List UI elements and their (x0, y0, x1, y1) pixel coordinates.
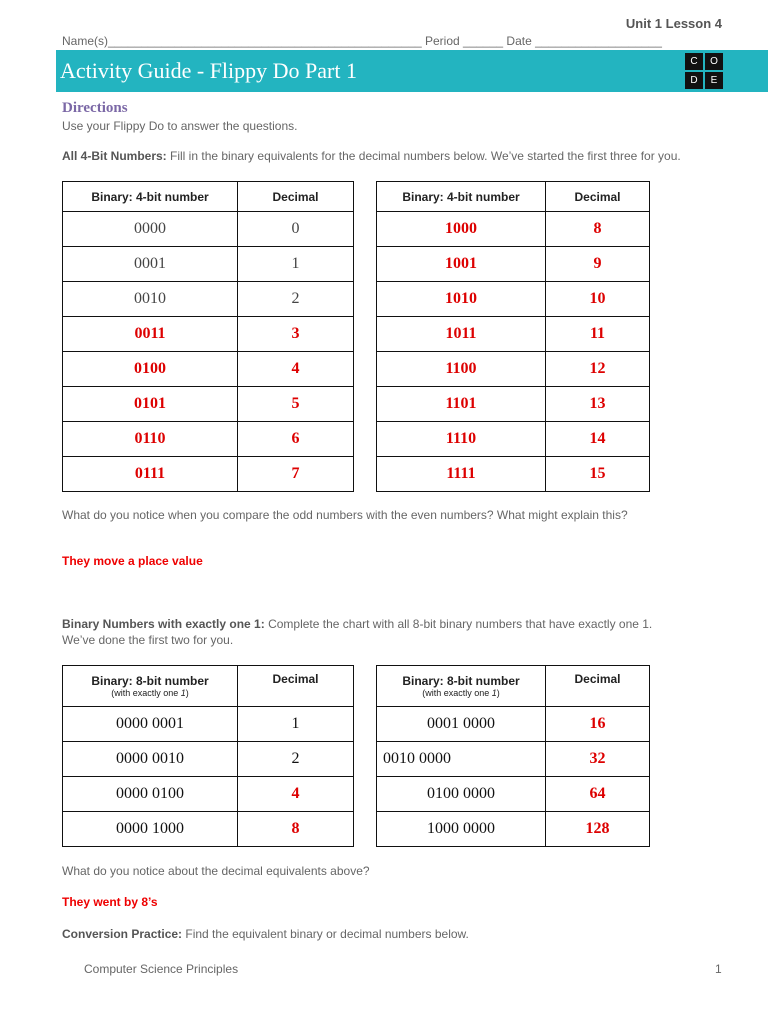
table-row (63, 282, 354, 317)
section2-answer: They went by 8’s (62, 895, 158, 909)
decimal-cell: 8 (546, 212, 650, 247)
binary-cell: 0010 0000 (377, 742, 546, 777)
table-8bit-left (62, 665, 354, 847)
col-header-binary-sub: (with exactly one 1) (422, 688, 500, 698)
table-8bit-right (376, 665, 650, 847)
table-row (63, 707, 354, 742)
table-row (63, 247, 354, 282)
binary-cell: 1100 (377, 352, 546, 387)
binary-cell: 0000 0100 (63, 777, 238, 812)
table-row (63, 387, 354, 422)
logo-letter: D (685, 72, 703, 89)
table-row (377, 457, 650, 492)
section2-instructions (62, 617, 652, 631)
col-header-binary-label: Binary: 8-bit number (402, 674, 520, 688)
binary-cell: 0010 (63, 282, 238, 317)
decimal-cell: 9 (546, 247, 650, 282)
col-header-decimal: Decimal (238, 182, 354, 212)
table-row (377, 212, 650, 247)
decimal-cell: 3 (238, 317, 354, 352)
table-row (63, 422, 354, 457)
table-row (377, 742, 650, 777)
binary-cell: 0110 (63, 422, 238, 457)
section2-label: Binary Numbers with exactly one 1: (62, 617, 265, 631)
binary-cell: 1111 (377, 457, 546, 492)
table-4bit-left (62, 181, 354, 492)
decimal-cell: 13 (546, 387, 650, 422)
col-header-decimal: Decimal (238, 666, 354, 707)
section1-text: Fill in the binary equivalents for the decimal numbers below. We’ve started the first three for you. (166, 149, 681, 163)
directions-heading: Directions (62, 100, 128, 116)
table-row (377, 352, 650, 387)
binary-cell: 1001 (377, 247, 546, 282)
decimal-cell: 6 (238, 422, 354, 457)
code-logo (685, 53, 723, 89)
binary-cell: 0100 (63, 352, 238, 387)
binary-cell: 0111 (63, 457, 238, 492)
table-row (377, 777, 650, 812)
decimal-cell: 32 (546, 742, 650, 777)
table-row (63, 812, 354, 847)
decimal-cell: 15 (546, 457, 650, 492)
section2-text: Complete the chart with all 8-bit binary numbers that have exactly one 1. (264, 617, 653, 631)
section1-label: All 4-Bit Numbers: (62, 149, 167, 163)
section2-question: What do you notice about the decimal equivalents above? (62, 864, 370, 878)
binary-cell: 0000 0001 (63, 707, 238, 742)
logo-letter: E (705, 72, 723, 89)
table-row (377, 812, 650, 847)
page-number: 1 (715, 962, 722, 976)
col-header-decimal: Decimal (546, 666, 650, 707)
section1-answer: They move a place value (62, 554, 203, 568)
table-row (63, 317, 354, 352)
binary-cell: 0011 (63, 317, 238, 352)
decimal-cell: 12 (546, 352, 650, 387)
col-header-binary (377, 666, 546, 707)
decimal-cell: 2 (238, 742, 354, 777)
table-4bit-right (376, 181, 650, 492)
binary-cell: 1110 (377, 422, 546, 457)
binary-cell: 0001 0000 (377, 707, 546, 742)
binary-cell: 0100 0000 (377, 777, 546, 812)
table-row (377, 422, 650, 457)
lesson-label: Unit 1 Lesson 4 (625, 16, 722, 31)
binary-cell: 1101 (377, 387, 546, 422)
decimal-cell: 2 (238, 282, 354, 317)
decimal-cell: 1 (238, 247, 354, 282)
binary-cell: 0000 (63, 212, 238, 247)
table-row (63, 212, 354, 247)
binary-cell: 0000 0010 (63, 742, 238, 777)
decimal-cell: 16 (546, 707, 650, 742)
section3-text: Find the equivalent binary or decimal numbers below. (182, 927, 469, 941)
decimal-cell: 128 (546, 812, 650, 847)
binary-cell: 1010 (377, 282, 546, 317)
binary-cell: 0001 (63, 247, 238, 282)
section3-instructions (62, 927, 469, 941)
binary-cell: 0101 (63, 387, 238, 422)
table-row (377, 387, 650, 422)
col-header-binary: Binary: 4-bit number (63, 182, 238, 212)
section1-question: What do you notice when you compare the odd numbers with the even numbers? What might explain this? (62, 508, 628, 522)
table-row (63, 742, 354, 777)
binary-cell: 1000 0000 (377, 812, 546, 847)
decimal-cell: 4 (238, 777, 354, 812)
table-row (377, 317, 650, 352)
table-row (63, 457, 354, 492)
decimal-cell: 5 (238, 387, 354, 422)
decimal-cell: 4 (238, 352, 354, 387)
col-header-binary: Binary: 4-bit number (377, 182, 546, 212)
table-row (63, 777, 354, 812)
footer-course: Computer Science Principles (84, 962, 239, 976)
decimal-cell: 1 (238, 707, 354, 742)
binary-cell: 0000 1000 (63, 812, 238, 847)
table-row (63, 352, 354, 387)
section1-instructions (62, 149, 681, 163)
table-row (377, 247, 650, 282)
section2-text-line2: We’ve done the first two for you. (62, 633, 234, 647)
logo-letter: O (705, 53, 723, 70)
decimal-cell: 0 (238, 212, 354, 247)
decimal-cell: 11 (546, 317, 650, 352)
col-header-decimal: Decimal (546, 182, 650, 212)
table-row (377, 282, 650, 317)
logo-letter: C (685, 53, 703, 70)
table-row (377, 707, 650, 742)
name-period-date-line: Name(s)_______________________________________________ Period ______ Date ___________________ (62, 34, 662, 48)
section3-label: Conversion Practice: (62, 927, 183, 941)
binary-cell: 1000 (377, 212, 546, 247)
decimal-cell: 14 (546, 422, 650, 457)
decimal-cell: 8 (238, 812, 354, 847)
page-title: Activity Guide - Flippy Do Part 1 (60, 58, 357, 83)
col-header-binary (63, 666, 238, 707)
col-header-binary-sub: (with exactly one 1) (111, 688, 189, 698)
col-header-binary-label: Binary: 8-bit number (91, 674, 209, 688)
decimal-cell: 10 (546, 282, 650, 317)
decimal-cell: 7 (238, 457, 354, 492)
directions-text: Use your Flippy Do to answer the questions. (62, 119, 298, 133)
decimal-cell: 64 (546, 777, 650, 812)
binary-cell: 1011 (377, 317, 546, 352)
